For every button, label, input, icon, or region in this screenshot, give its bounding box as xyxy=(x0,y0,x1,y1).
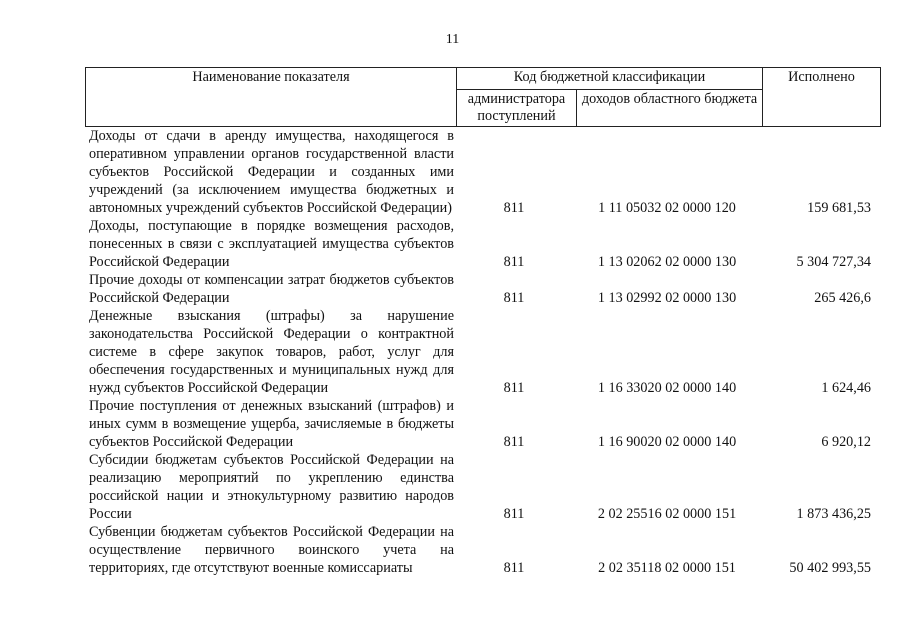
row-admin: 811 xyxy=(503,290,525,306)
row-name: Доходы от сдачи в аренду имущества, находящегося в оперативном управлении органов государственной власти субъектов Российской Федерации и созданных ими учреждений (за исключением имущества бюджетных и автономных учреждений субъектов Российской Федерации) xyxy=(89,128,454,216)
header-name: Наименование показателя xyxy=(86,68,457,127)
header-income: доходов областного бюджета xyxy=(577,90,763,127)
table-row xyxy=(85,451,880,523)
table-row xyxy=(85,271,880,307)
row-code: 1 16 90020 02 0000 140 xyxy=(597,434,737,450)
row-code: 1 16 33020 02 0000 140 xyxy=(597,380,737,396)
header-admin: администратора поступлений xyxy=(457,90,577,127)
header-code-group: Код бюджетной классификации xyxy=(457,68,763,90)
row-amount: 265 426,6 xyxy=(814,290,871,306)
row-admin: 811 xyxy=(503,200,525,216)
row-name: Субсидии бюджетам субъектов Российской Федерации на реализацию мероприятий по укреплению единства российской нации и этнокультурному развитию народов России xyxy=(89,452,454,522)
row-amount: 50 402 993,55 xyxy=(789,560,871,576)
row-name: Субвенции бюджетам субъектов Российской Федерации на осуществление первичного воинского учета на территориях, где отсутствуют военные комиссариаты xyxy=(89,524,454,576)
row-admin: 811 xyxy=(503,380,525,396)
row-amount: 5 304 727,34 xyxy=(796,254,871,270)
row-admin: 811 xyxy=(503,560,525,576)
table-row xyxy=(85,397,880,451)
row-name: Денежные взыскания (штрафы) за нарушение законодательства Российской Федерации о контрактной системе в сфере закупок товаров, работ, услуг для обеспечения государственных и муниципальных нужд для нужд субъектов Российской Федерации xyxy=(89,308,454,396)
row-code: 1 11 05032 02 0000 120 xyxy=(598,200,736,216)
table-body xyxy=(85,127,880,577)
table-header xyxy=(85,67,881,127)
row-code: 1 13 02992 02 0000 130 xyxy=(597,290,737,306)
table-row xyxy=(85,217,880,271)
row-amount: 1 624,46 xyxy=(821,380,871,396)
row-admin: 811 xyxy=(503,506,525,522)
table-row xyxy=(85,523,880,577)
row-admin: 811 xyxy=(503,254,525,270)
row-name: Доходы, поступающие в порядке возмещения расходов, понесенных в связи с эксплуатацией имущества субъектов Российской Федерации xyxy=(89,218,454,270)
row-code: 2 02 35118 02 0000 151 xyxy=(598,560,736,576)
table-row xyxy=(85,127,880,217)
row-amount: 1 873 436,25 xyxy=(796,506,871,522)
row-admin: 811 xyxy=(503,434,525,450)
row-name: Прочие поступления от денежных взысканий (штрафов) и иных сумм в возмещение ущерба, зачисляемые в бюджеты субъектов Российской Федерации xyxy=(89,398,454,450)
row-amount: 159 681,53 xyxy=(807,200,871,216)
table-row xyxy=(85,307,880,397)
row-name: Прочие доходы от компенсации затрат бюджетов субъектов Российской Федерации xyxy=(89,272,454,306)
header-executed: Исполнено xyxy=(763,68,881,127)
page-number: 11 xyxy=(445,32,460,47)
row-code: 2 02 25516 02 0000 151 xyxy=(597,506,737,522)
row-amount: 6 920,12 xyxy=(821,434,871,450)
row-code: 1 13 02062 02 0000 130 xyxy=(597,254,737,270)
